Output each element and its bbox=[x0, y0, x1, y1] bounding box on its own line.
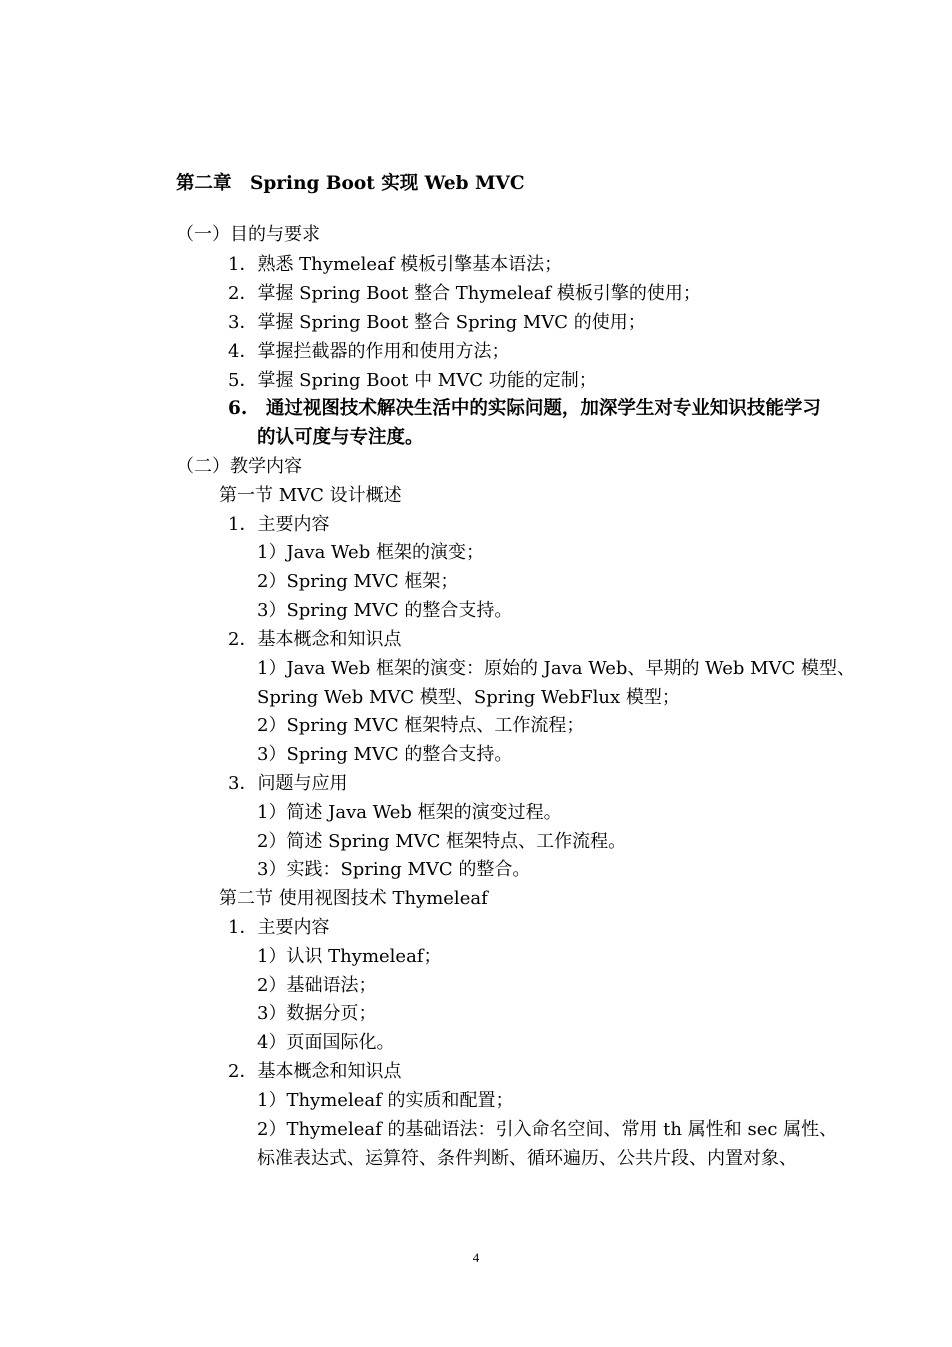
list-item: 4）页面国际化。 bbox=[257, 1032, 395, 1053]
list-item: 2）Spring MVC 框架特点、工作流程； bbox=[257, 715, 585, 736]
list-item: 2）Spring MVC 框架； bbox=[257, 571, 459, 592]
list-item: 1）Java Web 框架的演变：原始的 Java Web、早期的 Web MVC 模型、 bbox=[257, 658, 856, 679]
list-item: 1）Java Web 框架的演变； bbox=[257, 542, 484, 563]
list-item-bold-continuation: 的认可度与专注度。 bbox=[257, 427, 424, 448]
list-item: 1）认识 Thymeleaf； bbox=[257, 946, 442, 967]
list-item: 1）Thymeleaf 的实质和配置； bbox=[257, 1090, 514, 1111]
list-item: 5．掌握 Spring Boot 中 MVC 功能的定制； bbox=[228, 370, 597, 391]
list-item: 3．掌握 Spring Boot 整合 Spring MVC 的使用； bbox=[228, 312, 646, 333]
subsection-heading: 3．问题与应用 bbox=[228, 773, 348, 794]
part-title: 第二节 使用视图技术 Thymeleaf bbox=[219, 888, 488, 909]
list-item: 2）基础语法； bbox=[257, 975, 377, 996]
page-number: 4 bbox=[472, 1250, 480, 1265]
subsection-heading: 2．基本概念和知识点 bbox=[228, 1061, 402, 1082]
list-item: 1）简述 Java Web 框架的演变过程。 bbox=[257, 802, 562, 823]
subsection-heading: 1．主要内容 bbox=[228, 514, 330, 535]
list-item: 3）数据分页； bbox=[257, 1003, 377, 1024]
part-title: 第一节 MVC 设计概述 bbox=[219, 485, 402, 506]
list-item: 1．熟悉 Thymeleaf 模板引擎基本语法； bbox=[228, 254, 563, 275]
list-item: 4．掌握拦截器的作用和使用方法； bbox=[228, 341, 510, 362]
list-item: 标准表达式、运算符、条件判断、循环遍历、公共片段、内置对象、 bbox=[257, 1148, 797, 1169]
section-heading-content: （二）教学内容 bbox=[176, 456, 302, 477]
list-item: 3）实践：Spring MVC 的整合。 bbox=[257, 859, 531, 880]
subsection-heading: 1．主要内容 bbox=[228, 917, 330, 938]
list-item: 3）Spring MVC 的整合支持。 bbox=[257, 600, 513, 621]
list-item: Spring Web MVC 模型、Spring WebFlux 模型； bbox=[257, 687, 680, 708]
chapter-title: 第二章 Spring Boot 实现 Web MVC bbox=[176, 173, 525, 194]
list-item: 2）简述 Spring MVC 框架特点、工作流程。 bbox=[257, 831, 627, 852]
section-heading-goals: （一）目的与要求 bbox=[176, 224, 320, 245]
list-item: 2．掌握 Spring Boot 整合 Thymeleaf 模板引擎的使用； bbox=[228, 283, 701, 304]
list-item: 3）Spring MVC 的整合支持。 bbox=[257, 744, 513, 765]
subsection-heading: 2．基本概念和知识点 bbox=[228, 629, 402, 650]
list-item: 2）Thymeleaf 的基础语法：引入命名空间、常用 th 属性和 sec 属性、 bbox=[257, 1119, 838, 1140]
list-item-bold: 6. 通过视图技术解决生活中的实际问题，加深学生对专业知识技能学习 bbox=[228, 398, 821, 419]
